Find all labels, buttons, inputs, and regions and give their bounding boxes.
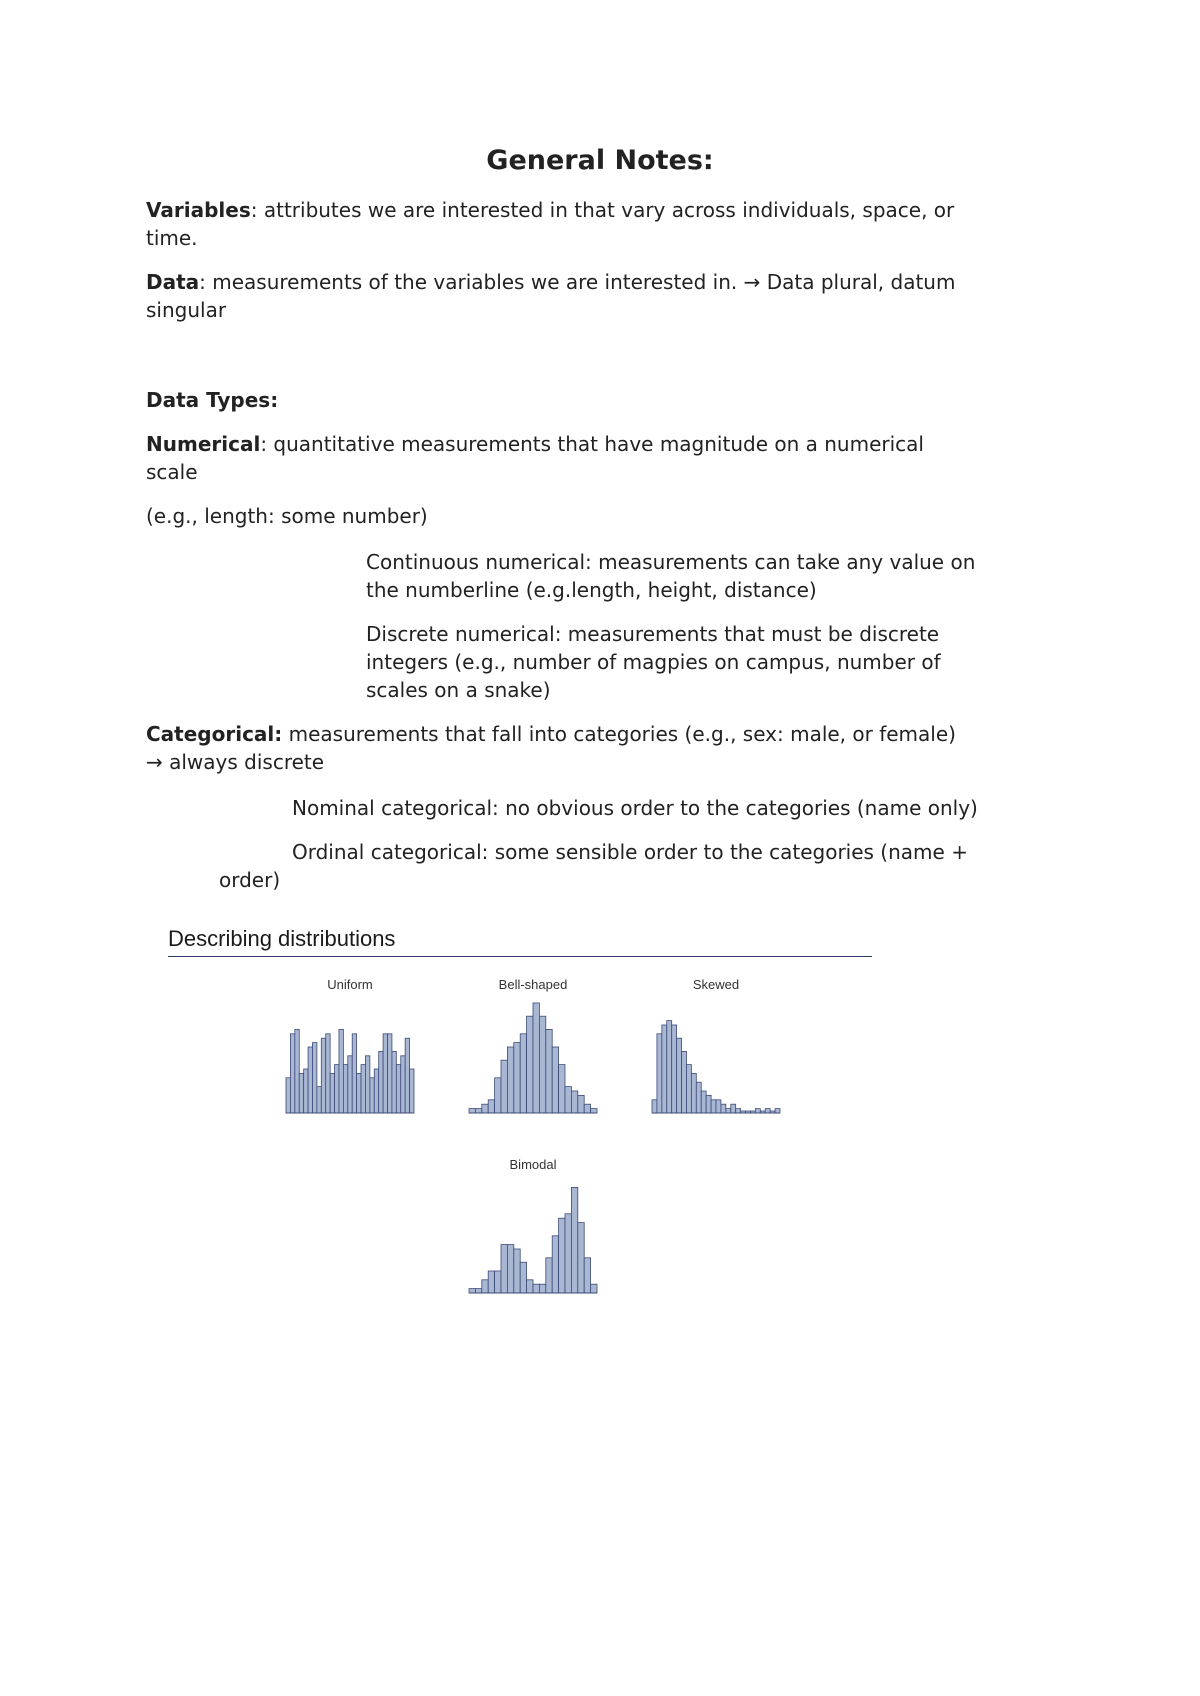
uniform-bar — [401, 1056, 405, 1113]
bimodal-bar — [469, 1289, 475, 1293]
skewed-histogram — [652, 977, 780, 1113]
uniform-bar — [339, 1029, 343, 1113]
bell-shaped-bar — [533, 1003, 539, 1113]
uniform-bar — [308, 1047, 312, 1113]
bimodal-bar — [591, 1284, 597, 1293]
variables-text-cont: time. — [146, 226, 198, 250]
bimodal-bar — [488, 1271, 494, 1293]
bimodal-bar — [501, 1245, 507, 1293]
uniform-bar — [383, 1034, 387, 1113]
uniform-bar — [326, 1034, 330, 1113]
uniform-bar — [365, 1056, 369, 1113]
bell-shaped-bar — [552, 1047, 558, 1113]
bimodal-bar — [565, 1214, 571, 1293]
ordinal-line-1: Ordinal categorical: some sensible order to the categories (name + — [292, 840, 968, 864]
data-definition — [146, 268, 955, 296]
bell-shaped-bar — [520, 1034, 526, 1113]
data-text: : measurements of the variables we are interested in. → Data plural, datum — [199, 270, 956, 294]
bimodal-bar — [552, 1236, 558, 1293]
bell-shaped-bar — [571, 1091, 577, 1113]
skewed-bar — [755, 1109, 760, 1113]
page-title: General Notes: — [486, 145, 714, 176]
bimodal-bar — [578, 1223, 584, 1293]
bell-shaped-bar — [501, 1060, 507, 1113]
discrete-line-1: Discrete numerical: measurements that must be discrete — [366, 622, 940, 646]
skewed-bar — [765, 1109, 770, 1113]
categorical-text-cont: → always discrete — [146, 750, 325, 774]
bimodal-title: Bimodal — [509, 1157, 557, 1172]
uniform-bar — [330, 1073, 334, 1113]
bell-shaped-bar — [578, 1095, 584, 1113]
skewed-bar — [691, 1073, 696, 1113]
skewed-bar — [721, 1104, 726, 1113]
uniform-bar — [405, 1038, 409, 1113]
uniform-bar — [379, 1051, 383, 1113]
categorical-text: measurements that fall into categories (e.g., sex: male, or female) — [282, 722, 956, 746]
numerical-text: : quantitative measurements that have magnitude on a numerical — [260, 432, 924, 456]
bimodal-bar — [495, 1271, 501, 1293]
skewed-bar — [736, 1109, 741, 1113]
skewed-bar — [716, 1100, 721, 1113]
uniform-bar — [286, 1078, 290, 1113]
numerical-term: Numerical — [146, 432, 261, 456]
bell-shaped-bar — [546, 1029, 552, 1113]
skewed-bar — [775, 1109, 780, 1113]
skewed-bar — [657, 1034, 662, 1113]
bell-shaped-bar — [591, 1109, 597, 1113]
bell-shaped-bar — [495, 1078, 501, 1113]
bell-shaped-bar — [527, 1016, 533, 1113]
skewed-bar — [672, 1025, 677, 1113]
bell-shaped-title: Bell-shaped — [498, 977, 568, 992]
uniform-histogram — [286, 977, 414, 1113]
uniform-bar — [361, 1065, 365, 1113]
data-text-cont: singular — [146, 298, 227, 322]
bimodal-histogram — [469, 1157, 597, 1293]
variables-term: Variables — [146, 198, 251, 222]
categorical-term: Categorical: — [146, 722, 283, 746]
uniform-bar — [352, 1034, 356, 1113]
bell-shaped-bar — [514, 1043, 520, 1113]
bimodal-bar — [584, 1258, 590, 1293]
bell-shaped-bar — [584, 1104, 590, 1113]
uniform-bar — [335, 1065, 339, 1113]
bell-shaped-histogram — [469, 977, 597, 1113]
bell-shaped-bar — [475, 1109, 481, 1113]
bimodal-bar — [559, 1218, 565, 1293]
uniform-bar — [348, 1056, 352, 1113]
skewed-bar — [711, 1100, 716, 1113]
uniform-title: Uniform — [327, 977, 373, 992]
skewed-bar — [667, 1021, 672, 1113]
uniform-bar — [299, 1073, 303, 1113]
uniform-bar — [321, 1038, 325, 1113]
uniform-bar — [396, 1065, 400, 1113]
uniform-bar — [374, 1069, 378, 1113]
skewed-bar — [677, 1038, 682, 1113]
bell-shaped-bar — [507, 1047, 513, 1113]
histograms-svg — [166, 922, 886, 1302]
bimodal-bar — [507, 1245, 513, 1293]
uniform-bar — [295, 1029, 299, 1113]
skewed-bar — [662, 1025, 667, 1113]
uniform-bar — [312, 1043, 316, 1113]
uniform-bar — [410, 1069, 414, 1113]
variables-definition — [146, 196, 954, 224]
uniform-bar — [392, 1051, 396, 1113]
discrete-line-3: scales on a snake) — [366, 678, 551, 702]
bimodal-bar — [527, 1280, 533, 1293]
skewed-bar — [652, 1100, 657, 1113]
skewed-bar — [731, 1104, 736, 1113]
figure-heading: Describing distributions — [168, 926, 396, 951]
bimodal-bar — [571, 1187, 577, 1293]
uniform-bar — [343, 1065, 347, 1113]
skewed-bar — [682, 1051, 687, 1113]
data-term: Data — [146, 270, 200, 294]
continuous-line-2: the numberline (e.g.length, height, distance) — [366, 578, 817, 602]
bimodal-bar — [520, 1262, 526, 1293]
bell-shaped-bar — [559, 1065, 565, 1113]
bimodal-bar — [475, 1289, 481, 1293]
skewed-bar — [696, 1082, 701, 1113]
variables-text: : attributes we are interested in that vary across individuals, space, or — [250, 198, 955, 222]
ordinal-line-2: order) — [219, 868, 281, 892]
bell-shaped-bar — [482, 1104, 488, 1113]
uniform-bar — [317, 1087, 321, 1113]
bimodal-bar — [482, 1280, 488, 1293]
bell-shaped-bar — [539, 1016, 545, 1113]
discrete-line-2: integers (e.g., number of magpies on campus, number of — [366, 650, 941, 674]
bell-shaped-bar — [565, 1087, 571, 1113]
bell-shaped-bar — [488, 1100, 494, 1113]
skewed-bar — [706, 1095, 711, 1113]
categorical-definition — [146, 720, 956, 748]
numerical-example: (e.g., length: some number) — [146, 504, 428, 528]
bimodal-bar — [533, 1284, 539, 1293]
skewed-title: Skewed — [692, 977, 740, 992]
distributions-figure — [166, 922, 886, 1302]
data-types-heading: Data Types: — [146, 388, 279, 412]
continuous-line-1: Continuous numerical: measurements can take any value on — [366, 550, 976, 574]
uniform-bar — [370, 1078, 374, 1113]
numerical-text-cont: scale — [146, 460, 198, 484]
bimodal-bar — [514, 1249, 520, 1293]
bell-shaped-bar — [469, 1109, 475, 1113]
skewed-bar — [686, 1065, 691, 1113]
uniform-bar — [357, 1073, 361, 1113]
skewed-bar — [726, 1109, 731, 1113]
numerical-definition — [146, 430, 924, 458]
skewed-bar — [701, 1091, 706, 1113]
bimodal-bar — [539, 1284, 545, 1293]
uniform-bar — [290, 1034, 294, 1113]
uniform-bar — [388, 1034, 392, 1113]
nominal-line: Nominal categorical: no obvious order to the categories (name only) — [292, 796, 978, 820]
bimodal-bar — [546, 1258, 552, 1293]
uniform-bar — [304, 1069, 308, 1113]
